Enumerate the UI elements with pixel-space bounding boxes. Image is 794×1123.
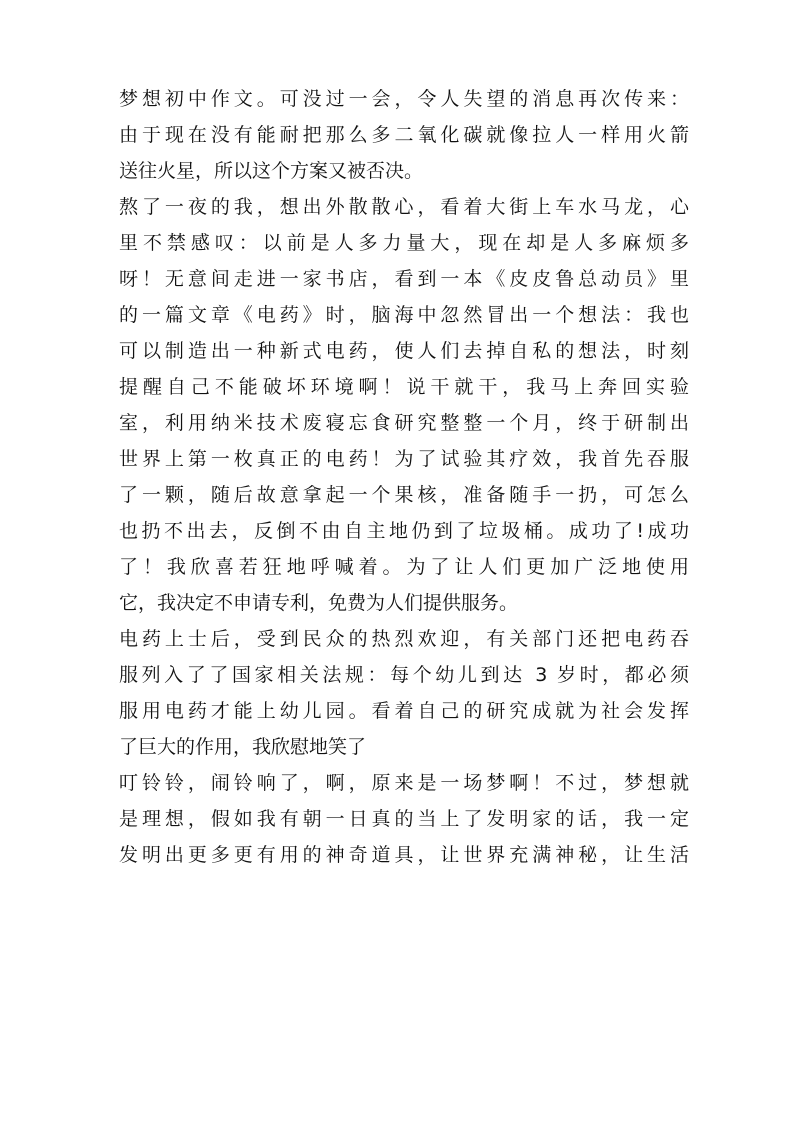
text-line: 服列入了了国家相关法规：每个幼儿到达 3 岁时，都必须 bbox=[119, 664, 689, 686]
text-line: 的一篇文章《电药》时，脑海中忽然冒出一个想法：我也 bbox=[119, 304, 689, 326]
text-line: 室，利用纳米技术废寝忘食研究整整一个月，终于研制出 bbox=[119, 412, 689, 434]
paragraph-3 bbox=[119, 621, 689, 765]
text-line: 也扔不出去，反倒不由自主地仍到了垃圾桶。成功了!成功 bbox=[119, 520, 689, 542]
text-line: 可以制造出一种新式电药，使人们去掉自私的想法，时刻 bbox=[119, 340, 689, 362]
text-line: 梦想初中作文。可没过一会，令人失望的消息再次传来： bbox=[119, 88, 689, 110]
text-line: 了一颗，随后故意拿起一个果核，准备随手一扔，可怎么 bbox=[119, 484, 689, 506]
text-line: 提醒自己不能破坏环境啊！说干就干，我马上奔回实验 bbox=[119, 376, 689, 398]
text-line: 熬了一夜的我，想出外散散心，看着大街上车水马龙，心 bbox=[119, 196, 689, 218]
text-line: 叮铃铃，闹铃响了，啊，原来是一场梦啊！不过，梦想就 bbox=[119, 772, 689, 794]
text-line: 里不禁感叹：以前是人多力量大，现在却是人多麻烦多 bbox=[119, 232, 689, 254]
text-line: 世界上第一枚真正的电药！为了试验其疗效，我首先吞服 bbox=[119, 448, 689, 470]
text-line: 电药上士后，受到民众的热烈欢迎，有关部门还把电药吞 bbox=[119, 628, 689, 650]
document-page bbox=[119, 81, 689, 873]
text-line: 发明出更多更有用的神奇道具，让世界充满神秘，让生活 bbox=[119, 844, 689, 866]
paragraph-4 bbox=[119, 765, 689, 873]
text-line: 送往火星，所以这个方案又被否决。 bbox=[119, 160, 424, 182]
paragraph-1 bbox=[119, 81, 689, 189]
paragraph-2 bbox=[119, 189, 689, 621]
text-line: 了巨大的作用，我欣慰地笑了 bbox=[119, 736, 367, 758]
text-line: 由于现在没有能耐把那么多二氧化碳就像拉人一样用火箭 bbox=[119, 124, 689, 146]
text-line: 服用电药才能上幼儿园。看着自己的研究成就为社会发挥 bbox=[119, 700, 689, 722]
text-line: 是理想，假如我有朝一日真的当上了发明家的话，我一定 bbox=[119, 808, 689, 830]
text-line: 呀！无意间走进一家书店，看到一本《皮皮鲁总动员》里 bbox=[119, 268, 689, 290]
text-line: 它，我决定不申请专利，免费为人们提供服务。 bbox=[119, 592, 519, 614]
text-line: 了！我欣喜若狂地呼喊着。为了让人们更加广泛地使用 bbox=[119, 556, 689, 578]
